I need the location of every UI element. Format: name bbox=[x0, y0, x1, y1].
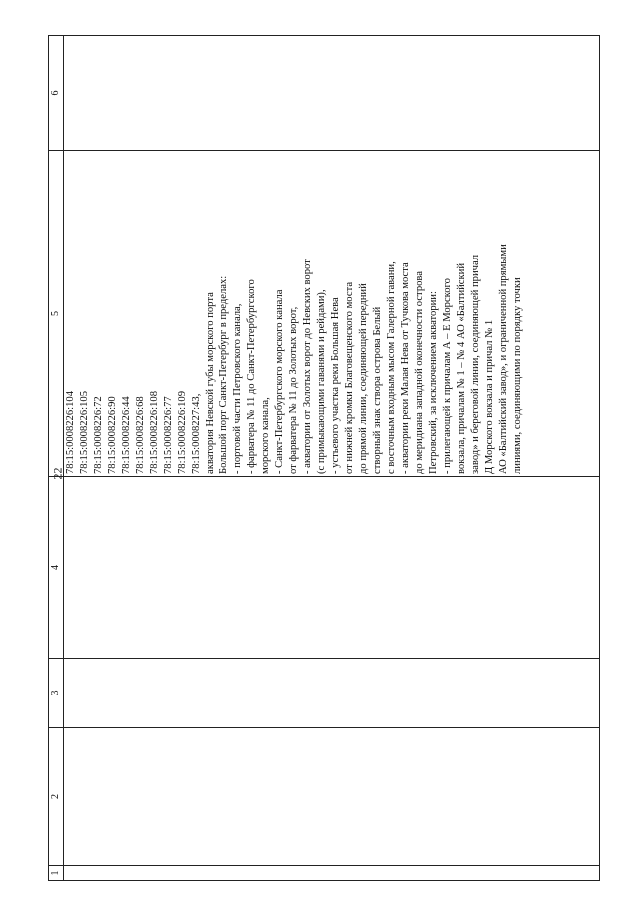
text-line: 78:15:0008227:43, bbox=[190, 393, 202, 474]
text-line: 78:15:0008226:109 bbox=[176, 391, 188, 474]
text-line: линиями, соединяющими по порядку точки bbox=[511, 277, 523, 474]
column-header-4: 4 bbox=[49, 477, 64, 659]
text-line: - Санкт-Петербургского морского канала bbox=[274, 289, 286, 474]
cell-col-5 bbox=[64, 151, 600, 477]
text-line: завод» и береговой линии, соединяющей причал bbox=[469, 254, 481, 474]
text-line: 78:15:0008226:104 bbox=[65, 391, 76, 474]
text-line: створный знак створа острова Белый bbox=[371, 306, 383, 474]
text-line: до меридиана западной оконечности острова bbox=[413, 271, 425, 474]
text-line: 78:15:0008226:72 bbox=[92, 396, 104, 474]
rotated-table-container bbox=[48, 36, 600, 881]
text-line: от нижней кромки Благовещенского моста bbox=[344, 281, 356, 474]
text-line: акватория Невской губы морского порта bbox=[204, 292, 216, 474]
text-line: Петровский, за исключением акватории: bbox=[427, 291, 439, 474]
text-line: АО «Балтийский завод», и ограниченной прямыми bbox=[497, 244, 509, 474]
text-line: - акватории реки Малая Нева от Тучкова моста bbox=[399, 262, 411, 474]
column-header-3: 3 bbox=[49, 659, 64, 728]
text-line: - прилегающей к причалам А – Е Морского bbox=[441, 278, 453, 474]
text-line: - портовой части Петровского канала, bbox=[232, 303, 244, 474]
table-header-row bbox=[49, 36, 64, 881]
text-line: Д Морского вокзала и причал № 1 bbox=[483, 319, 495, 474]
text-line: - устьевого участка реки Большая Нева bbox=[330, 297, 342, 474]
text-line: до прямой линии, соединяющей передний bbox=[358, 283, 370, 474]
text-line: с восточным входным мысом Галерной гавани, bbox=[385, 261, 397, 474]
text-line: (с примыкающими гаванями и рейдами), bbox=[316, 289, 328, 474]
text-line: 78:15:0008226:77 bbox=[162, 396, 174, 474]
text-line: морского канала, bbox=[260, 397, 272, 474]
text-line: вокзала, причалам № 1 – № 4 АО «Балтийский bbox=[455, 263, 467, 474]
cell-col-6 bbox=[64, 36, 600, 151]
column-header-5: 5 bbox=[49, 151, 64, 477]
text-line: 78:15:0008226:90 bbox=[106, 396, 118, 474]
column-header-1: 1 bbox=[49, 866, 64, 881]
page-number: 22 bbox=[50, 467, 65, 480]
column-header-2: 2 bbox=[49, 728, 64, 866]
text-line: - фарватера № 11 до Санкт-Петербургского bbox=[246, 279, 258, 474]
cell-col-4 bbox=[64, 477, 600, 659]
text-line: 78:15:0008226:44 bbox=[120, 396, 132, 474]
table-row bbox=[64, 36, 600, 881]
text-line: 78:15:0008226:105 bbox=[78, 391, 90, 474]
text-line: - акватории от Золотых ворот до Невских ворот bbox=[302, 259, 314, 474]
cadastral-and-waters-description bbox=[64, 151, 524, 476]
cell-col-1 bbox=[64, 866, 600, 881]
text-line: Большой порт Санкт-Петербург в пределах: bbox=[218, 275, 230, 474]
cell-col-3 bbox=[64, 659, 600, 728]
cell-col-2 bbox=[64, 728, 600, 866]
text-line: от фарватера № 11 до Золотых ворот, bbox=[288, 306, 300, 474]
text-line: 78:15:0008226:68 bbox=[134, 396, 146, 474]
data-table bbox=[48, 35, 600, 881]
column-header-6: 6 bbox=[49, 36, 64, 151]
text-line: 78:15:0008226:108 bbox=[148, 391, 160, 474]
